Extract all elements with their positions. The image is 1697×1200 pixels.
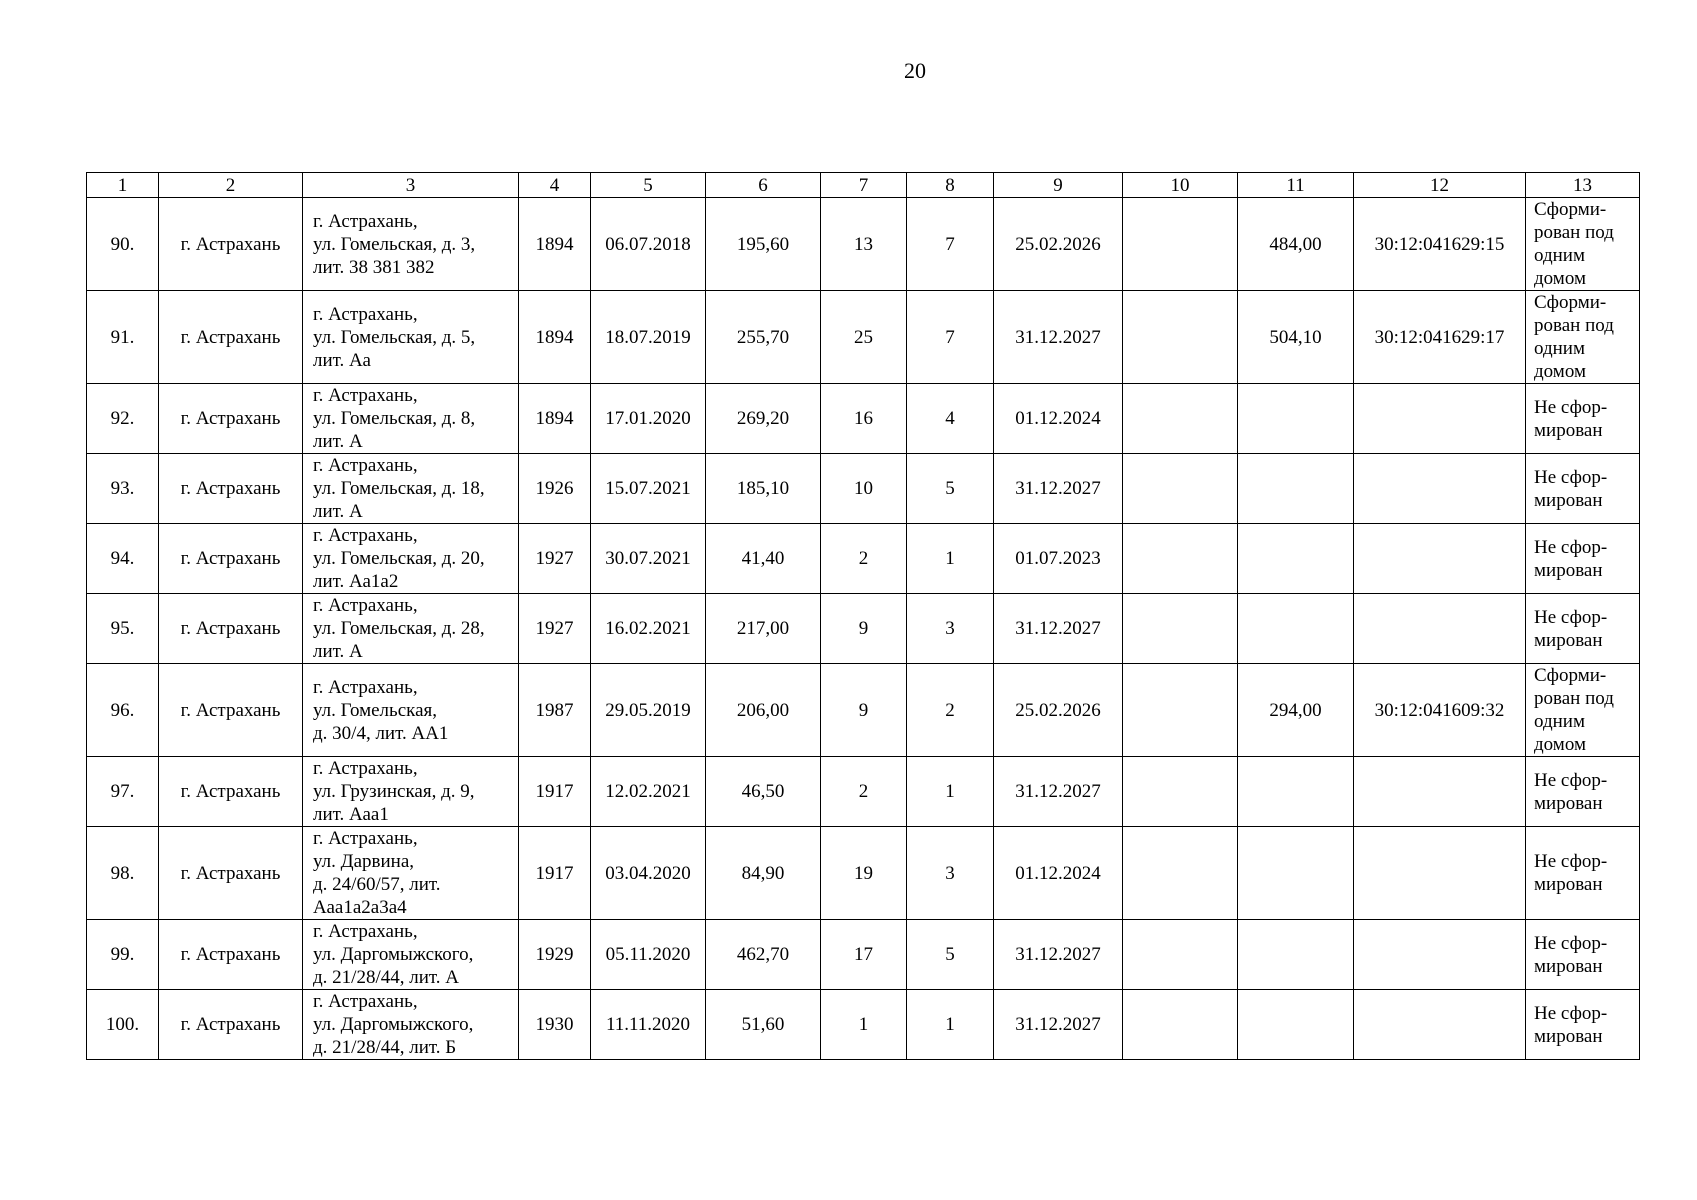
column-10-cell <box>1123 198 1238 291</box>
column-10-cell <box>1123 454 1238 524</box>
column-8-cell: 2 <box>907 664 994 757</box>
land-area-cell <box>1238 594 1354 664</box>
column-7-cell: 2 <box>821 757 907 827</box>
area-cell: 41,40 <box>706 524 821 594</box>
land-area-cell: 484,00 <box>1238 198 1354 291</box>
column-8-cell: 7 <box>907 291 994 384</box>
land-area-cell <box>1238 920 1354 990</box>
column-7-cell: 1 <box>821 990 907 1060</box>
table-row <box>87 990 1640 1060</box>
year-cell: 1987 <box>519 664 591 757</box>
column-header: 11 <box>1238 173 1354 198</box>
row-number: 94. <box>87 524 159 594</box>
table-header <box>87 173 1640 198</box>
row-number: 100. <box>87 990 159 1060</box>
cadastral-number-cell <box>1354 454 1526 524</box>
column-10-cell <box>1123 757 1238 827</box>
column-7-cell: 19 <box>821 827 907 920</box>
date-cell: 29.05.2019 <box>591 664 706 757</box>
status-cell: Сформи- рован под одним домом <box>1526 291 1640 384</box>
status-cell: Не сфор- мирован <box>1526 524 1640 594</box>
area-cell: 462,70 <box>706 920 821 990</box>
date-cell: 06.07.2018 <box>591 198 706 291</box>
column-10-cell <box>1123 594 1238 664</box>
year-cell: 1917 <box>519 757 591 827</box>
address-cell: г. Астрахань, ул. Гомельская, д. 30/4, лит. АА1 <box>303 664 519 757</box>
city-cell: г. Астрахань <box>159 524 303 594</box>
column-10-cell <box>1123 664 1238 757</box>
deadline-date-cell: 31.12.2027 <box>994 990 1123 1060</box>
row-number: 95. <box>87 594 159 664</box>
table-row <box>87 454 1640 524</box>
city-cell: г. Астрахань <box>159 594 303 664</box>
year-cell: 1927 <box>519 594 591 664</box>
cadastral-number-cell: 30:12:041609:32 <box>1354 664 1526 757</box>
header-row <box>87 173 1640 198</box>
city-cell: г. Астрахань <box>159 291 303 384</box>
date-cell: 15.07.2021 <box>591 454 706 524</box>
deadline-date-cell: 31.12.2027 <box>994 757 1123 827</box>
city-cell: г. Астрахань <box>159 920 303 990</box>
deadline-date-cell: 25.02.2026 <box>994 198 1123 291</box>
column-7-cell: 17 <box>821 920 907 990</box>
area-cell: 269,20 <box>706 384 821 454</box>
table-row <box>87 291 1640 384</box>
column-10-cell <box>1123 524 1238 594</box>
cadastral-number-cell <box>1354 827 1526 920</box>
row-number: 91. <box>87 291 159 384</box>
column-10-cell <box>1123 920 1238 990</box>
land-area-cell: 294,00 <box>1238 664 1354 757</box>
city-cell: г. Астрахань <box>159 757 303 827</box>
area-cell: 185,10 <box>706 454 821 524</box>
column-8-cell: 1 <box>907 990 994 1060</box>
year-cell: 1917 <box>519 827 591 920</box>
cadastral-number-cell <box>1354 524 1526 594</box>
column-8-cell: 5 <box>907 920 994 990</box>
status-cell: Не сфор- мирован <box>1526 594 1640 664</box>
column-8-cell: 5 <box>907 454 994 524</box>
area-cell: 195,60 <box>706 198 821 291</box>
row-number: 98. <box>87 827 159 920</box>
table-row <box>87 384 1640 454</box>
table-body <box>87 198 1640 1060</box>
year-cell: 1894 <box>519 291 591 384</box>
year-cell: 1927 <box>519 524 591 594</box>
address-cell: г. Астрахань, ул. Даргомыжского, д. 21/28/44, лит. А <box>303 920 519 990</box>
column-header: 12 <box>1354 173 1526 198</box>
row-number: 97. <box>87 757 159 827</box>
deadline-date-cell: 31.12.2027 <box>994 291 1123 384</box>
cadastral-number-cell: 30:12:041629:15 <box>1354 198 1526 291</box>
cadastral-number-cell <box>1354 920 1526 990</box>
year-cell: 1929 <box>519 920 591 990</box>
row-number: 99. <box>87 920 159 990</box>
date-cell: 30.07.2021 <box>591 524 706 594</box>
area-cell: 51,60 <box>706 990 821 1060</box>
column-7-cell: 16 <box>821 384 907 454</box>
status-cell: Не сфор- мирован <box>1526 827 1640 920</box>
column-header: 10 <box>1123 173 1238 198</box>
address-cell: г. Астрахань, ул. Гомельская, д. 5, лит. Аа <box>303 291 519 384</box>
column-header: 8 <box>907 173 994 198</box>
address-cell: г. Астрахань, ул. Дарвина, д. 24/60/57, лит. Ааа1а2а3а4 <box>303 827 519 920</box>
date-cell: 17.01.2020 <box>591 384 706 454</box>
column-7-cell: 25 <box>821 291 907 384</box>
cadastral-number-cell: 30:12:041629:17 <box>1354 291 1526 384</box>
area-cell: 217,00 <box>706 594 821 664</box>
housing-registry-table <box>86 172 1640 1060</box>
column-header: 7 <box>821 173 907 198</box>
deadline-date-cell: 25.02.2026 <box>994 664 1123 757</box>
cadastral-number-cell <box>1354 757 1526 827</box>
status-cell: Не сфор- мирован <box>1526 454 1640 524</box>
land-area-cell <box>1238 384 1354 454</box>
city-cell: г. Астрахань <box>159 384 303 454</box>
column-7-cell: 10 <box>821 454 907 524</box>
area-cell: 255,70 <box>706 291 821 384</box>
column-7-cell: 9 <box>821 594 907 664</box>
land-area-cell <box>1238 990 1354 1060</box>
status-cell: Сформи- рован под одним домом <box>1526 198 1640 291</box>
column-header: 2 <box>159 173 303 198</box>
year-cell: 1926 <box>519 454 591 524</box>
land-area-cell <box>1238 454 1354 524</box>
column-header: 5 <box>591 173 706 198</box>
row-number: 90. <box>87 198 159 291</box>
land-area-cell <box>1238 524 1354 594</box>
deadline-date-cell: 31.12.2027 <box>994 920 1123 990</box>
table-row <box>87 198 1640 291</box>
city-cell: г. Астрахань <box>159 454 303 524</box>
land-area-cell <box>1238 827 1354 920</box>
column-header: 6 <box>706 173 821 198</box>
city-cell: г. Астрахань <box>159 198 303 291</box>
date-cell: 16.02.2021 <box>591 594 706 664</box>
city-cell: г. Астрахань <box>159 827 303 920</box>
deadline-date-cell: 01.12.2024 <box>994 384 1123 454</box>
address-cell: г. Астрахань, ул. Гомельская, д. 18, лит. А <box>303 454 519 524</box>
address-cell: г. Астрахань, ул. Гомельская, д. 3, лит. 38 381 382 <box>303 198 519 291</box>
column-10-cell <box>1123 384 1238 454</box>
deadline-date-cell: 31.12.2027 <box>994 454 1123 524</box>
column-header: 13 <box>1526 173 1640 198</box>
table-row <box>87 757 1640 827</box>
deadline-date-cell: 01.12.2024 <box>994 827 1123 920</box>
row-number: 93. <box>87 454 159 524</box>
column-8-cell: 7 <box>907 198 994 291</box>
table-row <box>87 920 1640 990</box>
column-8-cell: 1 <box>907 524 994 594</box>
column-7-cell: 2 <box>821 524 907 594</box>
column-8-cell: 1 <box>907 757 994 827</box>
table-row <box>87 827 1640 920</box>
column-10-cell <box>1123 827 1238 920</box>
address-cell: г. Астрахань, ул. Грузинская, д. 9, лит. Ааа1 <box>303 757 519 827</box>
status-cell: Не сфор- мирован <box>1526 384 1640 454</box>
status-cell: Не сфор- мирован <box>1526 920 1640 990</box>
column-8-cell: 3 <box>907 827 994 920</box>
status-cell: Не сфор- мирован <box>1526 757 1640 827</box>
deadline-date-cell: 01.07.2023 <box>994 524 1123 594</box>
land-area-cell: 504,10 <box>1238 291 1354 384</box>
column-10-cell <box>1123 990 1238 1060</box>
deadline-date-cell: 31.12.2027 <box>994 594 1123 664</box>
column-header: 3 <box>303 173 519 198</box>
city-cell: г. Астрахань <box>159 664 303 757</box>
status-cell: Сформи- рован под одним домом <box>1526 664 1640 757</box>
year-cell: 1894 <box>519 198 591 291</box>
year-cell: 1930 <box>519 990 591 1060</box>
column-header: 9 <box>994 173 1123 198</box>
column-8-cell: 4 <box>907 384 994 454</box>
address-cell: г. Астрахань, ул. Даргомыжского, д. 21/28/44, лит. Б <box>303 990 519 1060</box>
date-cell: 18.07.2019 <box>591 291 706 384</box>
date-cell: 03.04.2020 <box>591 827 706 920</box>
table-row <box>87 594 1640 664</box>
address-cell: г. Астрахань, ул. Гомельская, д. 28, лит. А <box>303 594 519 664</box>
column-8-cell: 3 <box>907 594 994 664</box>
area-cell: 206,00 <box>706 664 821 757</box>
table-row <box>87 524 1640 594</box>
cadastral-number-cell <box>1354 990 1526 1060</box>
cadastral-number-cell <box>1354 384 1526 454</box>
row-number: 96. <box>87 664 159 757</box>
address-cell: г. Астрахань, ул. Гомельская, д. 8, лит. А <box>303 384 519 454</box>
date-cell: 12.02.2021 <box>591 757 706 827</box>
year-cell: 1894 <box>519 384 591 454</box>
page-number: 20 <box>904 58 926 83</box>
table-row <box>87 664 1640 757</box>
column-10-cell <box>1123 291 1238 384</box>
row-number: 92. <box>87 384 159 454</box>
city-cell: г. Астрахань <box>159 990 303 1060</box>
date-cell: 05.11.2020 <box>591 920 706 990</box>
column-header: 4 <box>519 173 591 198</box>
date-cell: 11.11.2020 <box>591 990 706 1060</box>
column-7-cell: 9 <box>821 664 907 757</box>
land-area-cell <box>1238 757 1354 827</box>
address-cell: г. Астрахань, ул. Гомельская, д. 20, лит. Аа1а2 <box>303 524 519 594</box>
cadastral-number-cell <box>1354 594 1526 664</box>
area-cell: 84,90 <box>706 827 821 920</box>
column-header: 1 <box>87 173 159 198</box>
column-7-cell: 13 <box>821 198 907 291</box>
area-cell: 46,50 <box>706 757 821 827</box>
status-cell: Не сфор- мирован <box>1526 990 1640 1060</box>
